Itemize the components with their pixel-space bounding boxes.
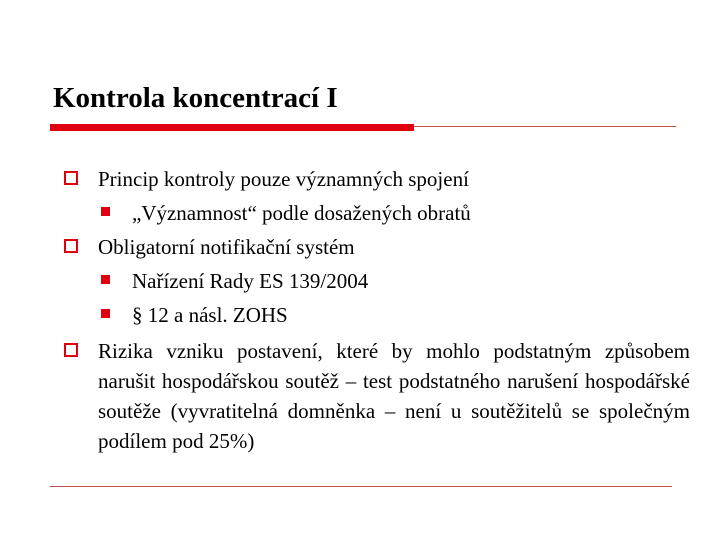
slide-title: Kontrola koncentrací I: [53, 82, 338, 114]
sub-bullet-text: Nařízení Rady ES 139/2004: [132, 269, 369, 293]
filled-square-icon: [101, 275, 110, 284]
bullet-text: Rizika vzniku postavení, které by mohlo podstatným způsobem narušit hospodářskou soutěž – test podstatného narušení hospodářské soutěže (vyvratitelná domněnka – není u soutěžitelů se společným podílem pod 25%): [98, 339, 690, 453]
footer-rule: [50, 486, 672, 487]
bullet-text: Princip kontroly pouze významných spojení: [98, 167, 469, 191]
sub-bullet-text: § 12 a násl. ZOHS: [132, 303, 288, 327]
title-underline-accent: [50, 124, 414, 131]
sub-bullet-text: „Významnost“ podle dosažených obratů: [132, 201, 471, 225]
bullet-text: Obligatorní notifikační systém: [98, 235, 355, 259]
hollow-square-icon: [64, 239, 78, 253]
hollow-square-icon: [64, 343, 78, 357]
filled-square-icon: [101, 207, 110, 216]
title-underline-thin: [414, 126, 676, 127]
hollow-square-icon: [64, 171, 78, 185]
filled-square-icon: [101, 309, 110, 318]
